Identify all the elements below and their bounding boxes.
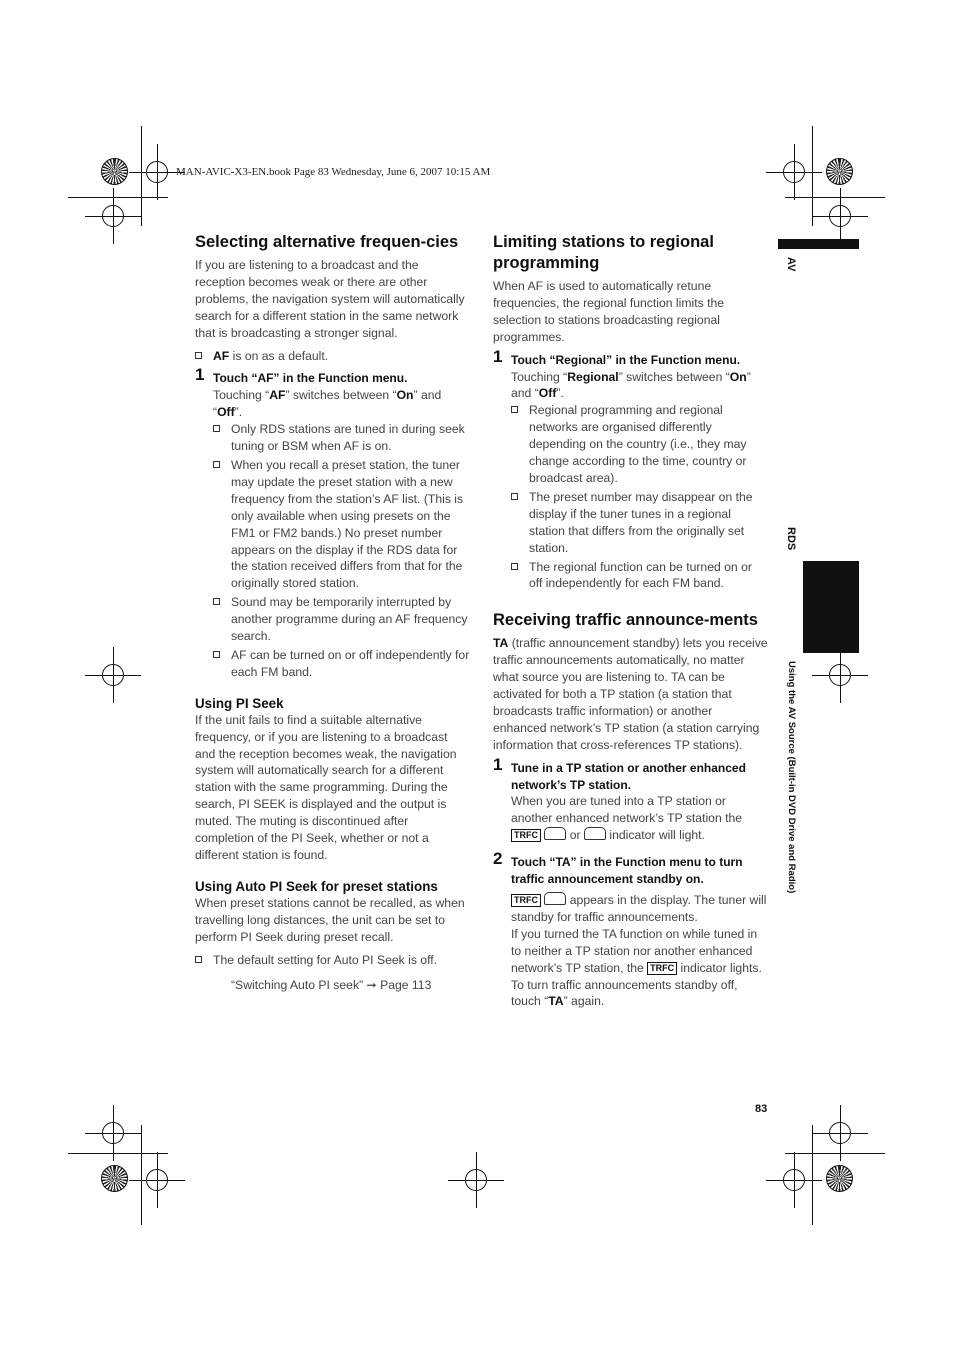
- crop-line: [785, 197, 885, 198]
- regional-step-1: [493, 346, 768, 403]
- crosshair-mark-icon: [829, 205, 851, 227]
- crosshair-mark-icon: [829, 1122, 851, 1144]
- crop-line: [141, 126, 142, 226]
- crosshair-mark-icon: [102, 664, 124, 686]
- checkbox-bullet-icon: [195, 956, 202, 963]
- chapter-title: Using the AV Source (Built-in DVD Drive and Radio): [786, 661, 797, 894]
- crossref-link: “Switching Auto PI seek” ➞ Page 113: [231, 977, 432, 992]
- note-item: Sound may be temporarily interrupted by another programme during an AF frequency search.: [213, 594, 470, 645]
- crosshair-mark-icon: [102, 205, 124, 227]
- traffic-heading: Receiving traffic announce-ments: [493, 611, 758, 630]
- traffic-intro: TA (traffic announcement standby) lets you receive traffic announcements automatically, no matter what source you are listening to. TA can be activated for both a TP station (a station that broadcasts traffic information) or another enhanced network’s TP station (a station carrying information that cross-references TP stations).: [493, 636, 768, 752]
- af-step-1: [195, 365, 470, 421]
- crosshair-mark-icon: [102, 1122, 124, 1144]
- auto-pi-note: The default setting for Auto PI Seek is off.: [195, 952, 470, 969]
- crosshair-mark-icon: [146, 161, 168, 183]
- traffic-step-1: [493, 754, 768, 845]
- note-item: The preset number may disappear on the display if the tuner tunes in a regional station that differs from the originally set station.: [511, 489, 768, 557]
- crosshair-mark-icon: [783, 161, 805, 183]
- step-number: 1: [493, 754, 503, 774]
- checkbox-bullet-icon: [511, 406, 518, 413]
- pi-seek-body: If the unit fails to find a suitable alternative frequency, or if you are listening to a broadcast and the reception becomes weak, the navigation system will automatically search for a different station with the same programming. During the search, PI SEEK is displayed and the output is muted. The muting is discontinued after completion of the PI Seek, whether or not a different station is found.: [195, 712, 457, 862]
- checkbox-bullet-icon: [213, 461, 220, 468]
- step-title: Touch “AF” in the Function menu.: [213, 371, 408, 386]
- trfc-indicator-icon: TRFC: [511, 894, 541, 907]
- registration-sunburst-icon: [826, 1165, 853, 1192]
- car-indicator-icon: [544, 827, 566, 840]
- section-tab-bar: [778, 239, 859, 249]
- regional-notes: [493, 402, 768, 592]
- checkbox-bullet-icon: [213, 651, 220, 658]
- step-number: 1: [195, 365, 205, 385]
- trfc-indicator-icon: TRFC: [511, 829, 541, 842]
- note-item: Regional programming and regional networks are organised differently depending on the country (i.e., they may change according to the time, country or broadcast area).: [511, 402, 768, 487]
- registration-sunburst-icon: [101, 158, 128, 185]
- step-title: Tune in a TP station or another enhanced network’s TP station.: [511, 760, 746, 792]
- crop-line: [812, 126, 813, 226]
- af-default-text: is on as a default.: [229, 348, 329, 363]
- car-indicator-icon: [544, 892, 566, 905]
- crosshair-mark-icon: [465, 1169, 487, 1191]
- subsection-label: RDS: [785, 527, 797, 551]
- section-label: AV: [785, 257, 797, 272]
- note-item: When you recall a preset station, the tuner may update the preset station with a new frequency from the station’s AF list. (This is only available when using presets on the FM1 or FM2 bands.) No preset number appears on the display if the RDS data for the station received differs from that for the originally stored station.: [213, 457, 470, 592]
- car-indicator-icon: [584, 827, 606, 840]
- regional-intro: When AF is used to automatically retune frequencies, the regional function limits the selection to stations broadcasting regional programmes.: [493, 279, 725, 344]
- note-item: Only RDS stations are tuned in during seek tuning or BSM when AF is on.: [213, 421, 470, 455]
- registration-sunburst-icon: [101, 1165, 128, 1192]
- chapter-label: Chapter 6: [784, 570, 799, 630]
- crosshair-mark-icon: [783, 1169, 805, 1191]
- step-desc: If you turned the TA function on while tuned in to neither a TP station nor another enhanced network’s TP station, the TRFC indicator lights.: [511, 926, 762, 975]
- crop-line: [68, 1153, 168, 1154]
- crop-line: [68, 197, 168, 198]
- traffic-step-2: [493, 849, 768, 1010]
- checkbox-bullet-icon: [213, 598, 220, 605]
- right-column: [493, 232, 768, 1010]
- regional-heading: Limiting stations to regional programming: [493, 233, 714, 272]
- page-number: 83: [755, 1103, 768, 1115]
- note-item: The regional function can be turned on or off independently for each FM band.: [511, 559, 768, 593]
- step-title: Touch “Regional” in the Function menu.: [511, 352, 741, 367]
- book-header: MAN-AVIC-X3-EN.book Page 83 Wednesday, June 6, 2007 10:15 AM: [176, 166, 491, 178]
- step-number: 2: [493, 849, 503, 869]
- crosshair-mark-icon: [829, 664, 851, 686]
- crosshair-mark-icon: [146, 1169, 168, 1191]
- step-desc: Touching “Regional” switches between “On” and “Off”.: [511, 369, 751, 401]
- checkbox-bullet-icon: [195, 352, 202, 359]
- af-heading: Selecting alternative frequen-cies: [195, 233, 459, 251]
- crop-line: [812, 1125, 813, 1225]
- left-column: [195, 232, 470, 993]
- chapter-tab: [803, 561, 859, 653]
- crop-line: [141, 1125, 142, 1225]
- step-desc: TRFC appears in the display. The tuner will standby for traffic announcements.: [511, 893, 767, 924]
- af-intro: If you are listening to a broadcast and the reception becomes weak or there are other problems, the navigation system will automatically search for a different station in the same network that is broadcasting a stronger signal.: [195, 258, 465, 340]
- af-default-note: [195, 348, 470, 365]
- step-title: Touch “TA” in the Function menu to turn traffic announcement standby on.: [511, 855, 743, 887]
- auto-pi-heading: Using Auto PI Seek for preset stations: [195, 878, 438, 894]
- step-number: 1: [493, 346, 503, 366]
- checkbox-bullet-icon: [511, 493, 518, 500]
- pi-seek-heading: Using PI Seek: [195, 695, 284, 711]
- trfc-indicator-icon: TRFC: [647, 962, 677, 975]
- checkbox-bullet-icon: [213, 425, 220, 432]
- crop-line: [785, 1153, 885, 1154]
- af-notes: [195, 421, 470, 681]
- registration-sunburst-icon: [826, 158, 853, 185]
- step-desc: When you are tuned into a TP station or another enhanced network’s TP station the TRFC or indicator will light.: [511, 794, 743, 843]
- af-term: AF: [213, 348, 230, 363]
- checkbox-bullet-icon: [511, 563, 518, 570]
- auto-pi-body: When preset stations cannot be recalled, as when travelling long distances, the unit can be set to perform PI Seek during preset recall.: [195, 895, 465, 944]
- step-desc: To turn traffic announcements standby off, touch “TA” again.: [511, 977, 738, 1009]
- step-desc: Touching “AF” switches between “On” and “Off”.: [213, 388, 442, 420]
- note-item: AF can be turned on or off independently for each FM band.: [213, 647, 470, 681]
